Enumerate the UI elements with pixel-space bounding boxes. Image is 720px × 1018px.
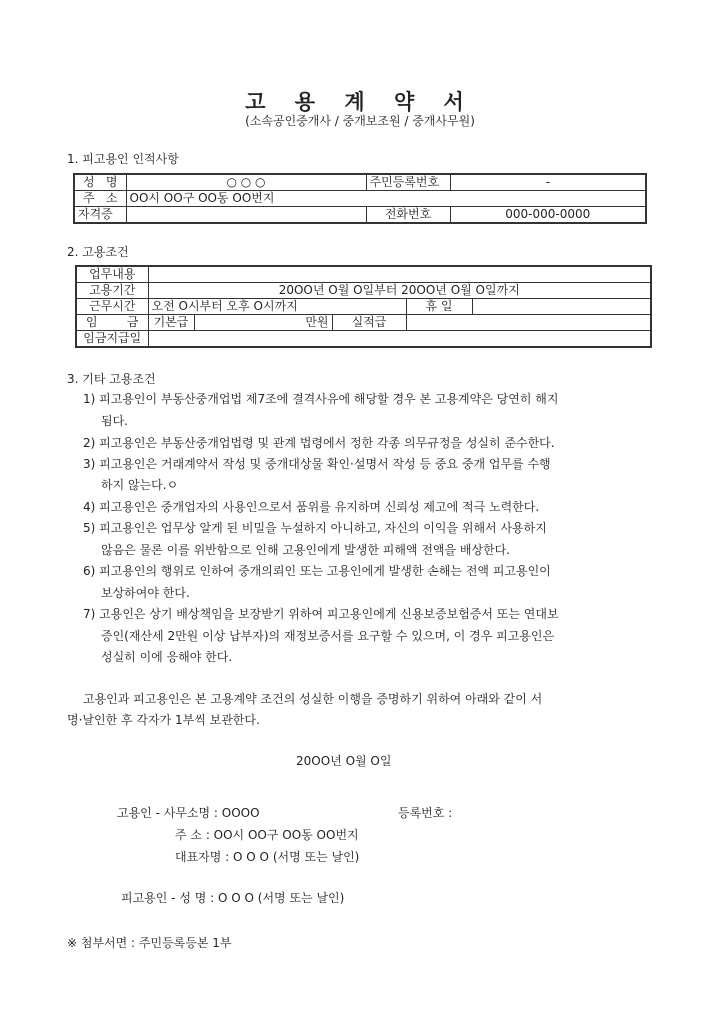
personal-info-table (73, 173, 647, 224)
table-row (76, 315, 651, 331)
condition-item: 3) 피고용인은 거래계약서 작성 및 중개대상물 확인·설명서 작성 등 중요 중개 업무를 수행 (83, 457, 551, 471)
table-row (76, 266, 651, 283)
employee-signature: 피고용인 - 성 명 : O O O (서명 또는 날인) (121, 891, 345, 905)
address-label: 주 소 (83, 191, 118, 205)
closing-line-2: 명·날인한 후 각자가 1부씩 보관한다. (67, 713, 260, 727)
duty-value (148, 266, 651, 283)
condition-item: 1) 피고용인이 부동산중개업법 제7조에 결격사유에 해당할 경우 본 고용계약은 당연히 해지 (83, 392, 559, 406)
name-label: 성 명 (83, 175, 118, 189)
condition-item-cont: 하지 않는다.ㅇ (101, 478, 179, 492)
payday-label: 임금지급일 (76, 331, 148, 348)
table-row (74, 174, 646, 191)
phone-value: 000-000-0000 (450, 207, 646, 224)
address-value: OO시 OO구 OO동 OO번지 (126, 191, 646, 207)
closing-line-1: 고용인과 피고용인은 본 고용계약 조건의 성실한 이행을 증명하기 위하여 아래와 같이 서 (83, 692, 543, 706)
period-value: 20OO년 O월 O일부터 20OO년 O월 O일까지 (148, 283, 651, 299)
condition-item: 4) 피고용인은 중개업자의 사용인으로서 품위를 유지하며 신뢰성 제고에 적극 노력한다. (83, 500, 540, 514)
section2-heading: 2. 고용조건 (67, 245, 129, 259)
table-row (76, 299, 651, 315)
base-salary-label: 기본급 (148, 315, 194, 331)
duty-label: 업무내용 (76, 266, 148, 283)
license-label: 자격증 (74, 207, 126, 224)
employer-office: 고용인 - 사무소명 : OOOO (117, 806, 260, 820)
condition-item-cont: 성실히 이에 응해야 한다. (101, 650, 233, 664)
table-row (76, 331, 651, 348)
rrn-value: - (450, 174, 646, 191)
condition-item-cont: 됨다. (101, 414, 128, 428)
condition-item: 2) 피고용인은 부동산중개업법령 및 관계 법령에서 정한 각종 의무규정을 성실히 준수한다. (83, 436, 555, 450)
payday-value (148, 331, 651, 348)
employer-reg-number: 등록번호 : (398, 806, 453, 820)
condition-item-cont: 증인(재산세 2만원 이상 납부자)의 재정보증서를 요구할 수 있으며, 이 경우 피고용인은 (101, 629, 555, 643)
condition-item-cont: 보상하여야 한다. (101, 586, 190, 600)
holiday-value (472, 299, 651, 315)
wage-label: 임 금 (86, 315, 139, 329)
period-label: 고용기간 (76, 283, 148, 299)
condition-item: 6) 피고용인의 행위로 인하여 중개의뢰인 또는 고용인에게 발생한 손해는 전액 피고용인이 (83, 564, 551, 578)
holiday-label: 휴 일 (406, 299, 472, 315)
employment-terms-table (75, 265, 652, 348)
name-value: ○ ○ ○ (126, 174, 366, 191)
performance-pay-label: 실적급 (332, 315, 406, 331)
employer-address: 주 소 : OO시 OO구 OO동 OO번지 (175, 828, 359, 842)
condition-item: 7) 고용인은 상기 배상책임을 보장받기 위하여 피고용인에게 신용보증보험증서 또는 연대보 (83, 607, 559, 621)
performance-pay-value (406, 315, 651, 331)
table-row (76, 283, 651, 299)
document-subtitle: (소속공인중개사 / 중개보조원 / 중개사무원) (245, 114, 475, 128)
employer-representative: 대표자명 : O O O (서명 또는 날인) (175, 850, 360, 864)
hours-value: 오전 O시부터 오후 O시까지 (148, 299, 406, 315)
phone-label: 전화번호 (366, 207, 450, 224)
rrn-label: 주민등록번호 (366, 174, 450, 191)
section1-heading: 1. 피고용인 인적사항 (67, 152, 179, 166)
hours-label: 근무시간 (76, 299, 148, 315)
document-title: 고 용 계 약 서 (245, 90, 475, 114)
table-row (74, 191, 646, 207)
contract-date: 20OO년 O월 O일 (296, 754, 392, 768)
table-row (74, 207, 646, 224)
condition-item-cont: 않음은 물론 이를 위반함으로 인해 고용인에게 발생한 피해액 전액을 배상한다. (101, 543, 511, 557)
condition-item: 5) 피고용인은 업무상 알게 된 비밀을 누설하지 아니하고, 자신의 이익을 위해서 사용하지 (83, 521, 547, 535)
base-salary-unit: 만원 (194, 315, 332, 331)
license-value (126, 207, 366, 224)
section3-heading: 3. 기타 고용조건 (67, 372, 156, 386)
attachment-note: ※ 첨부서면 : 주민등록등본 1부 (67, 936, 232, 950)
